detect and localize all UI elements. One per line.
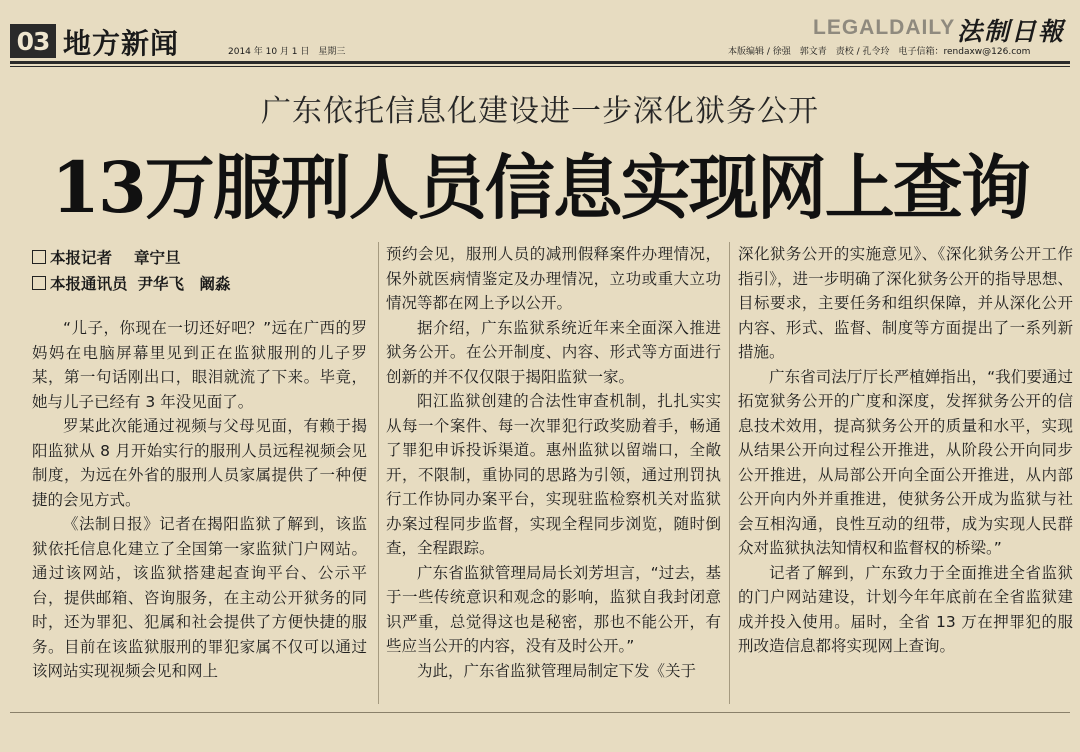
column-divider: [378, 242, 379, 704]
brand-logo-en: LEGALDAILY: [813, 16, 956, 39]
byline-names: 章宁旦: [134, 249, 181, 267]
paragraph: 据介绍，广东监狱系统近年来全面深入推进狱务公开。在公开制度、内容、形式等方面进行创新的并不仅仅限于揭阳监狱一家。: [386, 318, 721, 386]
article-headline: 13万服刑人员信息实现网上查询: [51, 146, 1029, 229]
paragraph: 广东省监狱管理局局长刘芳坦言，“过去，基于一些传统意识和观念的影响，监狱自我封闭意识严重，总觉得这也是秘密，那也不能公开，有些应当公开的内容，没有及时公开。”: [386, 563, 721, 655]
article-column-2: [386, 242, 721, 712]
brand-logo-cn: 法制日報: [957, 17, 1066, 46]
header-rule-thick: [10, 61, 1070, 64]
article-subhead: 广东依托信息化建设进一步深化狱务公开: [261, 94, 819, 129]
byline-names: 尹华飞 阚淼: [137, 275, 231, 293]
byline-box-icon: [32, 250, 46, 264]
byline-role: 本报通讯员: [50, 275, 128, 293]
section-title: 地方新闻: [63, 27, 180, 60]
paragraph: 罗某此次能通过视频与父母见面，有赖于揭阳监狱从 8 月开始实行的服刑人员远程视频会见制度，为远在外省的服刑人员家属提供了一种便捷的会见方式。: [32, 417, 367, 509]
paragraph: 记者了解到，广东致力于全面推进全省监狱的门户网站建设，计划今年年底前在全省监狱建成并投入使用。届时，全省 13 万在押罪犯的服刑改造信息都将实现网上查询。: [738, 563, 1073, 655]
paragraph: 《法制日报》记者在揭阳监狱了解到，该监狱依托信息化建立了全国第一家监狱门户网站。通过该网站，该监狱搭建起查询平台、公示平台，提供邮箱、咨询服务，在主动公开狱务的同时，还为罪犯、犯属和社会提供了方便快捷的服务。目前在该监狱服刑的罪犯家属不仅可以通过该网站实现视频会见和网上: [32, 515, 367, 680]
article-column-1: [32, 316, 367, 706]
issue-date: 2014 年 10 月 1 日 星期三: [228, 47, 346, 57]
paragraph: 深化狱务公开的实施意见》、《深化狱务公开工作指引》，进一步明确了深化狱务公开的指导思想、目标要求，主要任务和组织保障，并从深化公开内容、形式、监督、制度等方面提出了一系列新措施。: [738, 245, 1073, 361]
byline-role: 本报记者: [50, 249, 113, 267]
column-divider: [729, 242, 730, 704]
editor-credits: 本版编辑 / 徐强 郭文青 责校 / 孔令玲 电子信箱：rendaxw@126.com: [728, 47, 1031, 57]
paragraph: “儿子，你现在一切还好吧？”远在广西的罗妈妈在电脑屏幕里见到正在监狱服刑的儿子罗某，第一句话刚出口，眼泪就流了下来。毕竟，她与儿子已经有 3 年没见面了。: [32, 319, 367, 411]
footer-rule: [10, 712, 1070, 713]
page-number: 03: [10, 24, 56, 58]
paragraph: 为此，广东省监狱管理局制定下发《关于: [417, 661, 697, 680]
paragraph: 广东省司法厅厅长严植婵指出，“我们要通过拓宽狱务公开的广度和深度，发挥狱务公开的信息技术效用，提高狱务公开的质量和水平，实现从结果公开向过程公开推进，从阶段公开向同步公开推进，从局部公开向全面公开推进，从内部公开向内外并重推进，使狱务公开成为监狱与社会互相沟通，良性互动的纽带，成为实现人民群众对监狱执法知情权和监督权的桥梁。”: [738, 367, 1073, 557]
paragraph: 阳江监狱创建的合法性审查机制，扎扎实实从每一个案件、每一次罪犯行政奖励着手，畅通了罪犯申诉投诉渠道。惠州监狱以留端口，全敞开，不限制，重协同的思路为引领，通过刑罚执行工作协同办案平台，实现驻监检察机关对监狱办案过程同步监督，实现全程同步浏览，随时倒查，全程跟踪。: [386, 392, 721, 557]
byline-reporter: [32, 246, 181, 268]
header-rule-thin: [10, 66, 1070, 67]
byline-correspondent: [32, 272, 231, 294]
paragraph: 预约会见，服刑人员的减刑假释案件办理情况，保外就医病情鉴定及办理情况，立功或重大立功情况等都在网上予以公开。: [386, 245, 721, 312]
article-column-3: [738, 242, 1073, 712]
byline-box-icon: [32, 276, 46, 290]
